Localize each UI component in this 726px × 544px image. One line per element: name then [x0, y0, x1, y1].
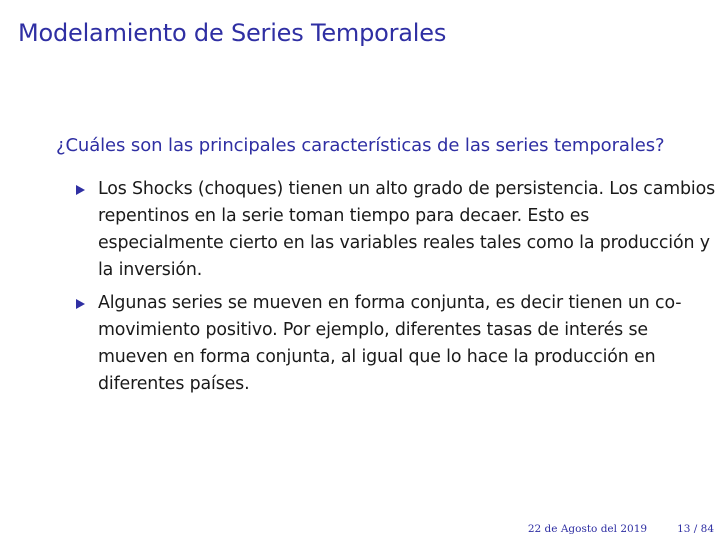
bullet-text: Los Shocks (choques) tienen un alto grado de persistencia. Los cambios repentinos en la serie toman tiempo para decaer. Esto es especialmente cierto en las variables reales tales como la producción y la inversión. [98, 179, 715, 280]
slide-title: Modelamiento de Series Temporales [18, 19, 447, 47]
slide-question: ¿Cuáles son las principales características de las series temporales? [56, 135, 665, 156]
bullet-list [76, 176, 716, 404]
bullet-text: Algunas series se mueven en forma conjunta, es decir tienen un co-movimiento positivo. Por ejemplo, diferentes tasas de interés se mueven en forma conjunta, al igual que lo hace la producción en diferentes países. [98, 293, 682, 394]
bullet-item [76, 290, 716, 398]
triangle-bullet-icon [76, 299, 85, 309]
bullet-item [76, 176, 716, 284]
slide-footer [528, 522, 714, 536]
triangle-bullet-icon [76, 185, 85, 195]
footer-date: 22 de Agosto del 2019 [527, 523, 648, 535]
page-number: 13 / 84 [677, 523, 714, 535]
